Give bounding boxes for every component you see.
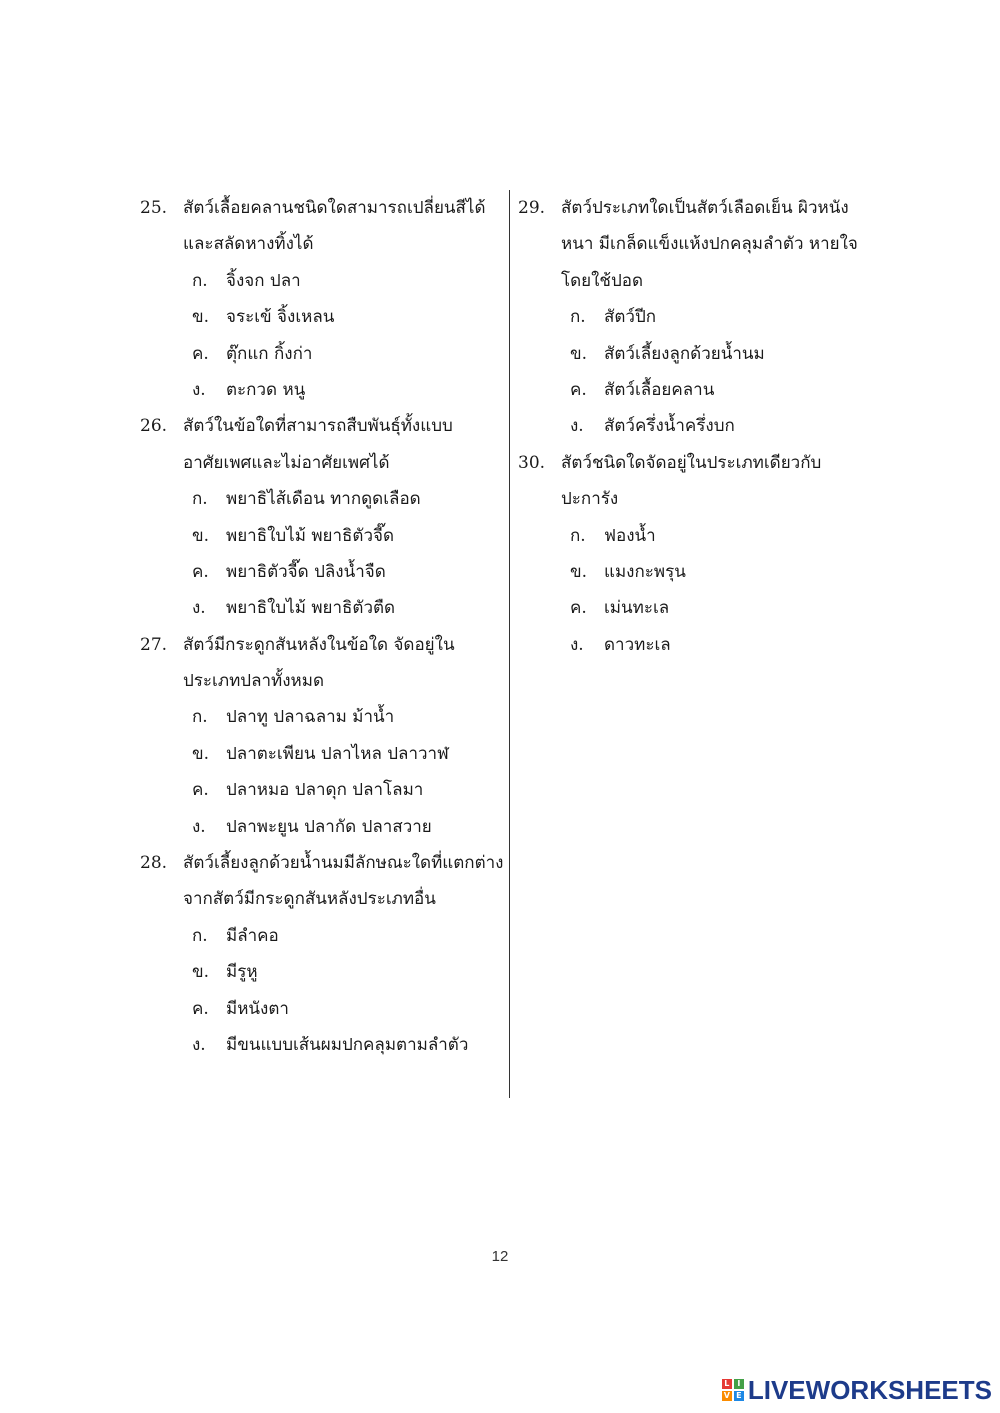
liveworksheets-brand[interactable] [722,1375,992,1405]
option-text: ฟองน้ำ [604,525,656,546]
option-text: จิ้งจก ปลา [226,270,301,291]
option-text: สัตว์ครึ่งน้ำครึ่งบก [604,416,735,437]
option-letter: ค. [192,343,209,364]
option-letter: ค. [192,998,209,1019]
liveworksheets-logo-icon [722,1379,744,1401]
answer-option[interactable] [140,590,505,626]
option-text: สัตว์เลี้ยงลูกด้วยน้ำนม [604,343,765,364]
answer-option[interactable] [140,554,505,590]
option-text: ปลาตะเพียน ปลาไหล ปลาวาฬ [226,743,449,764]
option-text: ตุ๊กแก กิ้งก่า [226,343,313,364]
option-letter: ง. [570,634,584,655]
option-letter: ค. [570,598,587,619]
option-text: มีหนังตา [226,998,289,1019]
option-letter: ง. [192,1034,206,1055]
option-letter: ก. [192,707,208,728]
option-letter: ข. [570,343,588,364]
option-text: ปลาหมอ ปลาดุก ปลาโลมา [226,780,424,801]
option-letter: ข. [570,561,588,582]
answer-option[interactable] [518,299,878,335]
option-text: ตะกวด หนู [226,379,306,400]
right-column [518,190,878,663]
question-text-continued: และสลัดหางทิ้งได้ [183,234,314,255]
option-text: จระเข้ จิ้งเหลน [226,307,335,328]
answer-option[interactable] [140,918,505,954]
option-letter: ข. [192,962,210,983]
answer-option[interactable] [140,954,505,990]
question-stem [518,190,878,226]
logo-tile: E [734,1391,744,1401]
question-stem [140,845,505,881]
option-text: เม่นทะเล [604,598,670,619]
question-text-continued: ปะการัง [561,489,619,510]
option-text: พยาธิตัวจี๊ด ปลิงน้ำจืด [226,561,386,582]
question-text: สัตว์ประเภทใดเป็นสัตว์เลือดเย็น ผิวหนัง [561,198,849,218]
question-text-continued: ประเภทปลาทั้งหมด [183,671,324,692]
option-letter: ก. [192,489,208,510]
option-letter: ก. [192,270,208,291]
question-item [140,627,505,845]
answer-option[interactable] [140,336,505,372]
answer-option[interactable] [140,481,505,517]
brand-name: LIVEWORKSHEETS [747,1374,992,1405]
answer-option[interactable] [518,518,878,554]
option-text: พยาธิไส้เดือน ทากดูดเลือด [226,489,421,510]
option-letter: ง. [192,379,206,400]
option-letter: ข. [192,307,210,328]
question-number: 27. [140,634,168,655]
question-item [140,845,505,1063]
option-text: ปลาพะยูน ปลากัด ปลาสวาย [226,816,432,837]
question-stem [140,627,505,663]
answer-option[interactable] [140,736,505,772]
question-item [140,190,505,408]
option-text: มีลำคอ [226,925,279,946]
left-column [140,190,505,1063]
column-divider [509,190,510,1098]
option-letter: ค. [570,379,587,400]
option-letter: ก. [192,925,208,946]
question-stem [140,408,505,444]
question-number: 28. [140,853,168,874]
option-letter: ข. [192,525,210,546]
question-stem [518,445,878,481]
answer-option[interactable] [518,590,878,626]
option-letter: ง. [192,816,206,837]
option-text: สัตว์เลื้อยคลาน [604,379,715,400]
option-text: ดาวทะเล [604,634,671,655]
answer-option[interactable] [140,699,505,735]
answer-option[interactable] [140,372,505,408]
logo-tile: L [722,1379,732,1389]
question-text-continued: หนา มีเกล็ดแข็งแห้งปกคลุมลำตัว หายใจ [561,234,858,255]
answer-option[interactable] [140,809,505,845]
answer-option[interactable] [518,372,878,408]
option-text: มีรูหู [226,962,258,983]
question-item [518,190,878,445]
question-item [140,408,505,626]
option-letter: ก. [570,307,586,328]
question-stem [140,190,505,226]
question-text-continued: อาศัยเพศและไม่อาศัยเพศได้ [183,452,390,473]
logo-tile: I [734,1379,744,1389]
option-letter: ข. [192,743,210,764]
answer-option[interactable] [140,263,505,299]
question-number: 25. [140,198,168,218]
option-text: พยาธิใบไม้ พยาธิตัวตืด [226,598,396,619]
question-text: สัตว์ชนิดใดจัดอยู่ในประเภทเดียวกับ [561,452,822,473]
question-number: 29. [518,198,546,218]
logo-tile: V [723,1391,730,1400]
answer-option[interactable] [140,991,505,1027]
answer-option[interactable] [518,408,878,444]
option-letter: ง. [570,416,584,437]
question-item [518,445,878,663]
question-text-continued: จากสัตว์มีกระดูกสันหลังประเภทอื่น [183,889,436,910]
option-text: แมงกะพรุน [604,561,686,582]
answer-option[interactable] [140,299,505,335]
answer-option[interactable] [518,554,878,590]
question-text: สัตว์เลื้อยคลานชนิดใดสามารถเปลี่ยนสีได้ [183,198,486,218]
question-number: 30. [518,452,546,473]
option-text: ปลาทู ปลาฉลาม ม้าน้ำ [226,707,395,728]
question-text: สัตว์มีกระดูกสันหลังในข้อใด จัดอยู่ใน [183,634,455,655]
option-text: มีขนแบบเส้นผมปกคลุมตามลำตัว [226,1034,469,1055]
question-text: สัตว์ในข้อใดที่สามารถสืบพันธุ์ทั้งแบบ [183,416,453,437]
answer-option[interactable] [140,772,505,808]
option-letter: ง. [192,598,206,619]
option-letter: ก. [570,525,586,546]
option-text: สัตว์ปีก [604,307,657,328]
answer-option[interactable] [140,1027,505,1063]
answer-option[interactable] [518,627,878,663]
question-text-continued: โดยใช้ปอด [561,270,644,291]
answer-option[interactable] [140,518,505,554]
option-letter: ค. [192,561,209,582]
question-text: สัตว์เลี้ยงลูกด้วยน้ำนมมีลักษณะใดที่แตกต่าง [183,853,504,874]
page-number: 12 [491,1248,509,1265]
answer-option[interactable] [518,336,878,372]
option-text: พยาธิใบไม้ พยาธิตัวจี๊ด [226,525,395,546]
option-letter: ค. [192,780,209,801]
question-number: 26. [140,416,168,437]
